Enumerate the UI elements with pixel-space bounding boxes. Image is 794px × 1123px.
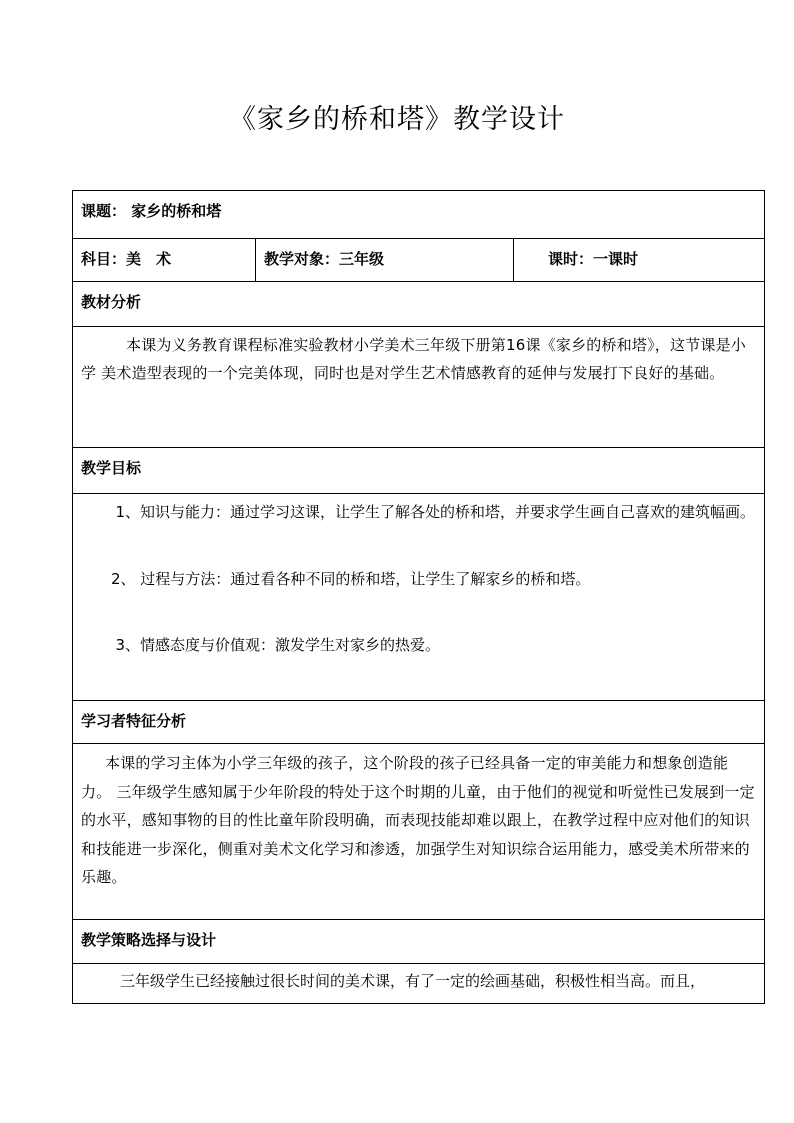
topic-row (73, 191, 765, 239)
material-heading: 教材分析 (73, 282, 765, 327)
learners-body-cell (73, 744, 765, 920)
target-value: 三年级 (339, 250, 385, 268)
period-label: 课时： (548, 250, 594, 268)
lesson-plan-table (72, 190, 765, 1004)
strategy-body-row (73, 964, 765, 1004)
learners-heading-row (73, 701, 765, 744)
goals-heading-row (73, 448, 765, 494)
topic-cell (73, 191, 765, 239)
strategy-heading: 教学策略选择与设计 (73, 920, 765, 964)
topic-value: 家乡的桥和塔 (131, 202, 222, 220)
target-label: 教学对象： (264, 250, 340, 268)
material-body-row (73, 327, 765, 448)
goals-body-row (73, 494, 765, 701)
topic-label: 课题： (81, 202, 127, 220)
goal-item-3: 3、情感态度与价值观：激发学生对家乡的热爱。 (115, 636, 441, 654)
period-cell (514, 239, 765, 282)
subject-label: 科目： (81, 250, 127, 268)
learners-text: 本课的学习主体为小学三年级的孩子，这个阶段的孩子已经具备一定的审美能力和想象创造能力。 三年级学生感知属于少年阶段的特处于这个时期的儿童，由于他们的视觉和听觉性已发展到一定的水平，感知事物的目的性比童年阶段明确，而表现技能却难以跟上，在教学过程中应对他们的知识和技能进一步深化，侧重对美术文化学习和渗透，加强学生对知识综合运用能力，感受美术所带来的乐趣。 (81, 754, 755, 886)
goals-heading: 教学目标 (73, 448, 765, 494)
goals-body-cell (73, 494, 765, 701)
meta-row (73, 239, 765, 282)
subject-value: 美 术 (126, 250, 172, 268)
period-value: 一课时 (593, 250, 639, 268)
strategy-heading-row (73, 920, 765, 964)
goal-item-2: 2、 过程与方法：通过看各种不同的桥和塔，让学生了解家乡的桥和塔。 (111, 570, 591, 588)
material-body-cell (73, 327, 765, 448)
subject-cell (73, 239, 256, 282)
target-cell (256, 239, 514, 282)
material-heading-row (73, 282, 765, 327)
strategy-text: 三年级学生已经接触过很长时间的美术课，有了一定的绘画基础，积极性相当高。而且， (120, 972, 706, 990)
strategy-body-cell (73, 964, 765, 1004)
document-title: 《家乡的桥和塔》教学设计 (229, 104, 565, 135)
learners-heading: 学习者特征分析 (73, 701, 765, 744)
material-text: 本课为义务教育课程标准实验教材小学美术三年级下册第16课《家乡的桥和塔》，这节课是小学 美术造型表现的一个完美体现，同时也是对学生艺术情感教育的延伸与发展打下良好的基础。 (81, 336, 746, 382)
learners-body-row (73, 744, 765, 920)
goal-item-1: 1、知识与能力：通过学习这课，让学生了解各处的桥和塔，并要求学生画自己喜欢的建筑幅画。 (115, 503, 756, 521)
